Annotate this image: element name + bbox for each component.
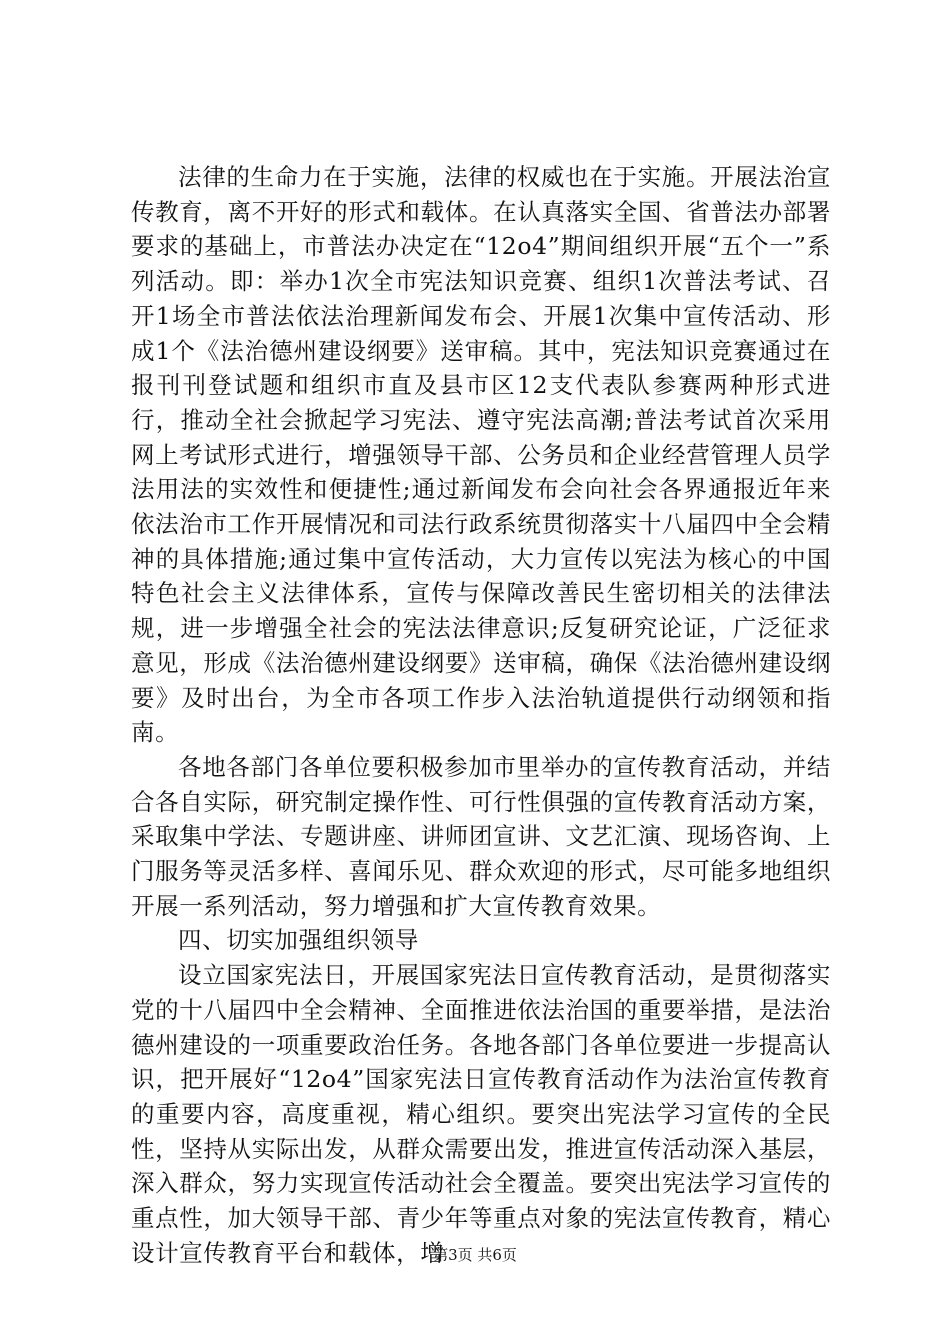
paragraph-leadership: 设立国家宪法日，开展国家宪法日宣传教育活动，是贯彻落实党的十八届四中全会精神、全面推进依法治国的重要举措，是法治德州建设的一项重要政治任务。各地各部门各单位要进一步提高认识，把开展好“12o4”国家宪法日宣传教育活动作为法治宣传教育的重要内容，高度重视，精心组织。要突出宪法学习宣传的全民性，坚持从实际出发，从群众需要出发，推进宣传活动深入基层，深入群众，努力实现宣传活动社会全覆盖。要突出宪法学习宣传的重点性，加大领导干部、青少年等重点对象的宪法宣传教育，精心设计宣传教育平台和载体，增 [131, 961, 831, 1267]
paragraph-activities: 法律的生命力在于实施，法律的权威也在于实施。开展法治宣传教育，离不开好的形式和载体。在认真落实全国、省普法办部署要求的基础上，市普法办决定在“12o4”期间组织开展“五个一”系列活动。即：举办1次全市宪法知识竞赛、组织1次普法考试、召开1场全市普法依法治理新闻发布会、开展1次集中宣传活动、形成1个《法治德州建设纲要》送审稿。其中，宪法知识竞赛通过在报刊刊登试题和组织市直及县市区12支代表队参赛两种形式进行，推动全社会掀起学习宪法、遵守宪法高潮;普法考试首次采用网上考试形式进行，增强领导干部、公务员和企业经营管理人员学法用法的实效性和便捷性;通过新闻发布会向社会各界通报近年来依法治市工作开展情况和司法行政系统贯彻落实十八届四中全会精神的具体措施;通过集中宣传活动，大力宣传以宪法为核心的中国特色社会主义法律体系，宣传与保障改善民生密切相关的法律法规，进一步增强全社会的宪法法律意识;反复研究论证，广泛征求意见，形成《法治德州建设纲要》送审稿，确保《法治德州建设纲要》及时出台，为全市各项工作步入法治轨道提供行动纲领和指南。 [131, 163, 831, 747]
page-footer: 第3页 共6页 [433, 1246, 517, 1264]
paragraph-participation: 各地各部门各单位要积极参加市里举办的宣传教育活动，并结合各自实际，研究制定操作性、可行性俱强的宣传教育活动方案，采取集中学法、专题讲座、讲师团宣讲、文艺汇演、现场咨询、上门服务等灵活多样、喜闻乐见、群众欢迎的形式，尽可能多地组织开展一系列活动，努力增强和扩大宣传教育效果。 [131, 752, 831, 920]
document-body [131, 160, 831, 1271]
section-heading: 四、切实加强组织领导 [178, 926, 419, 955]
